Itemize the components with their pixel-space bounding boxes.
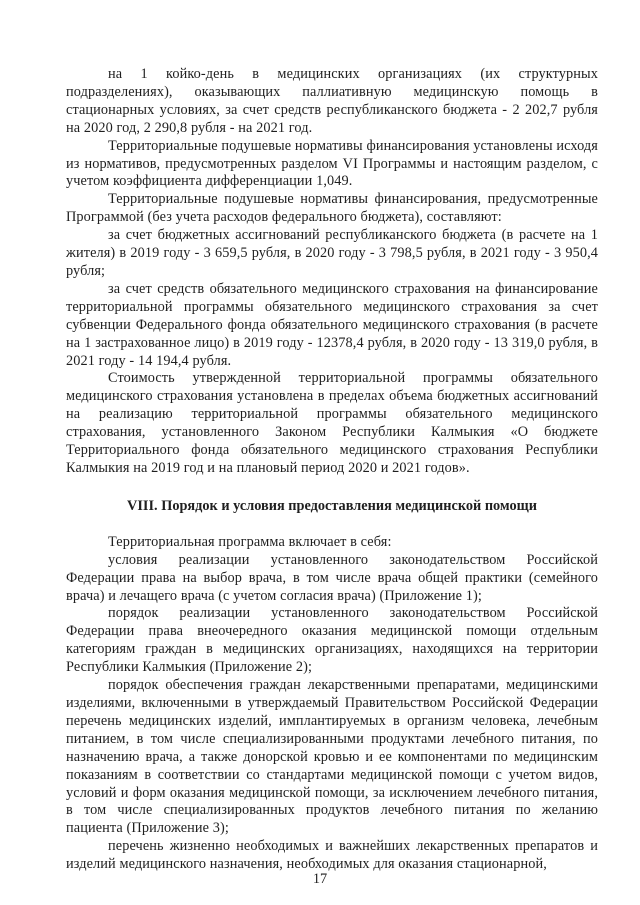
paragraph: Территориальные подушевые нормативы финансирования установлены исходя из нормативов, предусмотренных разделом VI Программы и настоящим разделом, с учетом коэффициента дифференциации 1,049.	[66, 137, 598, 190]
page-number: 17	[312, 871, 328, 887]
paragraph: Стоимость утвержденной территориальной программы обязательного медицинского страхования установлена в пределах объема бюджетных ассигнований на реализацию территориальной программы обязательного медицинского страхования, установленного Законом Республики Калмыкия «О бюджете Территориального фонда обязательного медицинского страхования Республики Калмыкия на 2019 год и на плановый период 2020 и 2021 годов».	[66, 370, 598, 476]
paragraph: за счет средств обязательного медицинского страхования на финансирование территориальной программы обязательного медицинского страхования за счет субвенции Федерального фонда обязательного медицинского страхования (в расчете на 1 застрахованное лицо) в 2019 году - 12378,4 рубля, в 2020 году - 13 319,0 рубля, в 2021 году - 14 194,4 рубля.	[66, 280, 598, 369]
paragraph: порядок обеспечения граждан лекарственными препаратами, медицинскими изделиями, включенными в утверждаемый Правительством Российской Федерации перечень медицинских изделий, имплантируемых в организм человека, лечебным питанием, в том числе специализированными продуктами лечебного питания, по назначению врача, а также донорской кровью и ее компонентами по медицинским показаниям в соответствии со стандартами медицинской помощи с учетом видов, условий и форм оказания медицинской помощи, за исключением лечебного питания, в том числе специализированных продуктов лечебного питания по желанию пациента (Приложение 3);	[66, 677, 598, 837]
paragraph: порядок реализации установленного законодательством Российской Федерации права внеочередного оказания медицинской помощи отдельным категориям граждан в медицинских организациях, находящихся на территории Республики Калмыкия (Приложение 2);	[66, 605, 598, 676]
paragraph: условия реализации установленного законодательством Российской Федерации права на выбор врача, в том числе врача общей практики (семейного врача) и лечащего врача (с учетом согласия врача) (Приложение 1);	[66, 551, 598, 604]
paragraph: Территориальная программа включает в себя:	[108, 533, 392, 550]
paragraph: перечень жизненно необходимых и важнейших лекарственных препаратов и изделий медицинского назначения, необходимых для оказания стационарной,	[66, 838, 598, 873]
paragraph: за счет бюджетных ассигнований республиканского бюджета (в расчете на 1 жителя) в 2019 году - 3 659,5 рубля, в 2020 году - 3 798,5 рубля, в 2021 году - 3 950,4 рубля;	[66, 227, 598, 279]
paragraph: Территориальные подушевые нормативы финансирования, предусмотренные Программой (без учета расходов федерального бюджета), составляют:	[66, 191, 598, 226]
section-heading: VIII. Порядок и условия предоставления медицинской помощи	[127, 497, 537, 514]
paragraph: на 1 койко-день в медицинских организациях (их структурных подразделениях), оказывающих паллиативную медицинскую помощь в стационарных условиях, за счет средств республиканского бюджета - 2 202,7 рубля на 2020 год, 2 290,8 рубля - на 2021 год.	[66, 66, 598, 136]
